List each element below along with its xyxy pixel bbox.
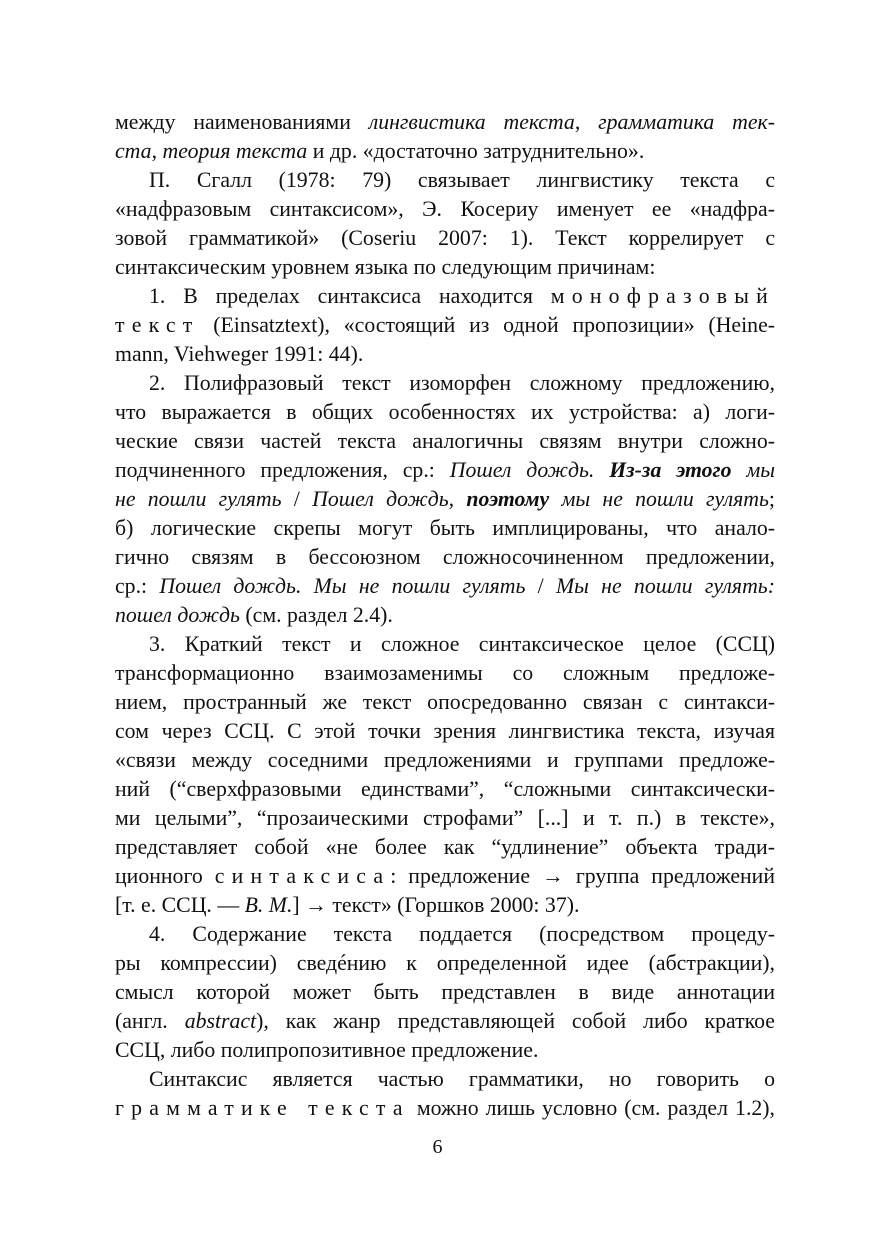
text-line — [115, 543, 775, 572]
text-run: (англ. — [115, 1009, 185, 1033]
text-line — [115, 775, 775, 804]
text-line — [115, 978, 775, 1007]
bold-italic-text: поэтому — [466, 487, 550, 511]
spaced-term: синтаксиса — [214, 864, 391, 888]
text-line — [115, 630, 775, 659]
italic-text: не пошли гулять — [115, 487, 282, 511]
text-run: представляет собой «не более как “удлинение” объекта тради- — [115, 835, 775, 859]
italic-text: В. М. — [244, 893, 293, 917]
text-run: б) логические скрепы могут быть имплицированы, что анало- — [115, 516, 775, 540]
text-line — [115, 311, 775, 340]
text-line — [115, 369, 775, 398]
text-line — [115, 891, 775, 920]
text-run: 1. В пределах синтаксиса находится — [149, 284, 551, 308]
text-run: П. Сгалл (1978: 79) связывает лингвистику текста с — [149, 168, 775, 192]
text-run: (см. раздел 2.4). — [239, 603, 393, 627]
text-run: (Einsatztext), «состоящий из одной пропозиции» (Heine- — [199, 313, 775, 337]
text-run: смысл которой может быть представлен в виде аннотации — [115, 980, 775, 1004]
page-number: 6 — [432, 1136, 443, 1158]
text-run: : предложение → группа предложений — [390, 864, 776, 888]
text-run: Синтаксис является частью грамматики, но говорить о — [149, 1067, 775, 1091]
text-line — [115, 1036, 775, 1065]
body-text — [115, 108, 775, 1123]
italic-text: Пошел дождь. Мы не пошли гулять — [159, 574, 526, 598]
text-line — [115, 804, 775, 833]
text-run: трансформационно взаимозаменимы со сложным предложе- — [115, 661, 775, 685]
text-run: ми целыми”, “прозаическими строфами” [...] и т. п.) в тексте», — [115, 806, 775, 830]
text-line — [115, 224, 775, 253]
text-run: «надфразовым синтаксисом», Э. Косериу именует ее «надфра- — [115, 197, 775, 221]
italic-text: теория текста — [162, 139, 308, 163]
text-run: что выражается в общих особенностях их устройства: а) логи- — [115, 400, 775, 424]
text-line — [115, 195, 775, 224]
text-run: нием, пространный же текст опосредованно связан с синтакси- — [115, 690, 775, 714]
text-run: синтаксическим уровнем языка по следующим причинам: — [115, 255, 656, 279]
text-line — [115, 137, 775, 166]
text-line — [115, 1007, 775, 1036]
text-line — [115, 282, 775, 311]
italic-text: мы не пошли гулять — [549, 487, 769, 511]
italic-text: abstract — [184, 1009, 257, 1033]
italic-text: Мы не пошли гулять: — [555, 574, 775, 598]
text-run: можно лишь условно (см. раздел 1.2), — [409, 1096, 776, 1120]
text-run: сом через ССЦ. С этой точки зрения лингвистика текста, изучая — [115, 719, 775, 743]
text-run: гично связям в бессоюзном сложносочиненном предложении, — [115, 545, 775, 569]
text-run: ческие связи частей текста аналогичны связям внутри сложно- — [115, 429, 775, 453]
text-line — [115, 340, 775, 369]
spaced-term: грамматике текста — [115, 1096, 410, 1120]
italic-text: грамматика тек- — [598, 110, 775, 134]
text-line — [115, 398, 775, 427]
text-line — [115, 949, 775, 978]
text-line — [115, 572, 775, 601]
text-run: / — [525, 574, 556, 598]
text-run: и др. «достаточно затруднительно». — [307, 139, 645, 163]
italic-text: лингвистика текста — [368, 110, 575, 134]
text-run: ционного — [115, 864, 215, 888]
text-run: 3. Краткий текст и сложное синтаксическое целое (ССЦ) — [149, 632, 775, 656]
text-line — [115, 601, 775, 630]
bold-italic-text: Из-за этого — [609, 458, 732, 482]
text-line — [115, 688, 775, 717]
text-line — [115, 746, 775, 775]
text-line — [115, 1065, 775, 1094]
italic-text: Пошел дождь. — [449, 458, 610, 482]
text-line — [115, 456, 775, 485]
text-line — [115, 485, 775, 514]
text-run: [т. е. ССЦ. — — [115, 893, 245, 917]
text-run: между наименованиями — [115, 110, 369, 134]
text-line — [115, 253, 775, 282]
italic-text: ста — [115, 139, 152, 163]
text-run: «связи между соседними предложениями и группами предложе- — [115, 748, 775, 772]
text-run: , — [151, 139, 163, 163]
text-run: зовой грамматикой» (Coseriu 2007: 1). Текст коррелирует с — [115, 226, 775, 250]
text-run: ] → текст» (Горшков 2000: 37). — [292, 893, 580, 917]
text-line — [115, 833, 775, 862]
italic-text: пошел дождь — [115, 603, 240, 627]
text-line — [115, 1094, 775, 1123]
text-line — [115, 862, 775, 891]
text-line — [115, 659, 775, 688]
text-run: ры компрессии) сведéнию к определенной идее (абстракции), — [115, 951, 775, 975]
text-run: ; — [768, 487, 775, 511]
text-line — [115, 514, 775, 543]
spaced-term: текст — [115, 313, 200, 337]
text-run: ССЦ, либо полипропозитивное предложение. — [115, 1038, 539, 1062]
italic-text: мы — [731, 458, 776, 482]
text-run: mann, Viehweger 1991: 44). — [115, 342, 364, 366]
text-run: подчиненного предложения, ср.: — [115, 458, 450, 482]
spaced-term: монофразовый — [550, 284, 775, 308]
text-line — [115, 166, 775, 195]
text-line — [115, 717, 775, 746]
text-line — [115, 108, 775, 137]
text-line — [115, 427, 775, 456]
text-run: 2. Полифразовый текст изоморфен сложному предложению, — [149, 371, 775, 395]
text-run: / — [281, 487, 313, 511]
text-line — [115, 920, 775, 949]
text-run: ний (“сверхфразовыми единствами”, “сложными синтаксически- — [115, 777, 775, 801]
text-run: 4. Содержание текста поддается (посредством процеду- — [149, 922, 775, 946]
italic-text: Пошел дождь, — [312, 487, 467, 511]
text-run: , — [574, 110, 599, 134]
text-run: ), как жанр представляющей собой либо краткое — [256, 1009, 775, 1033]
text-run: ср.: — [115, 574, 160, 598]
